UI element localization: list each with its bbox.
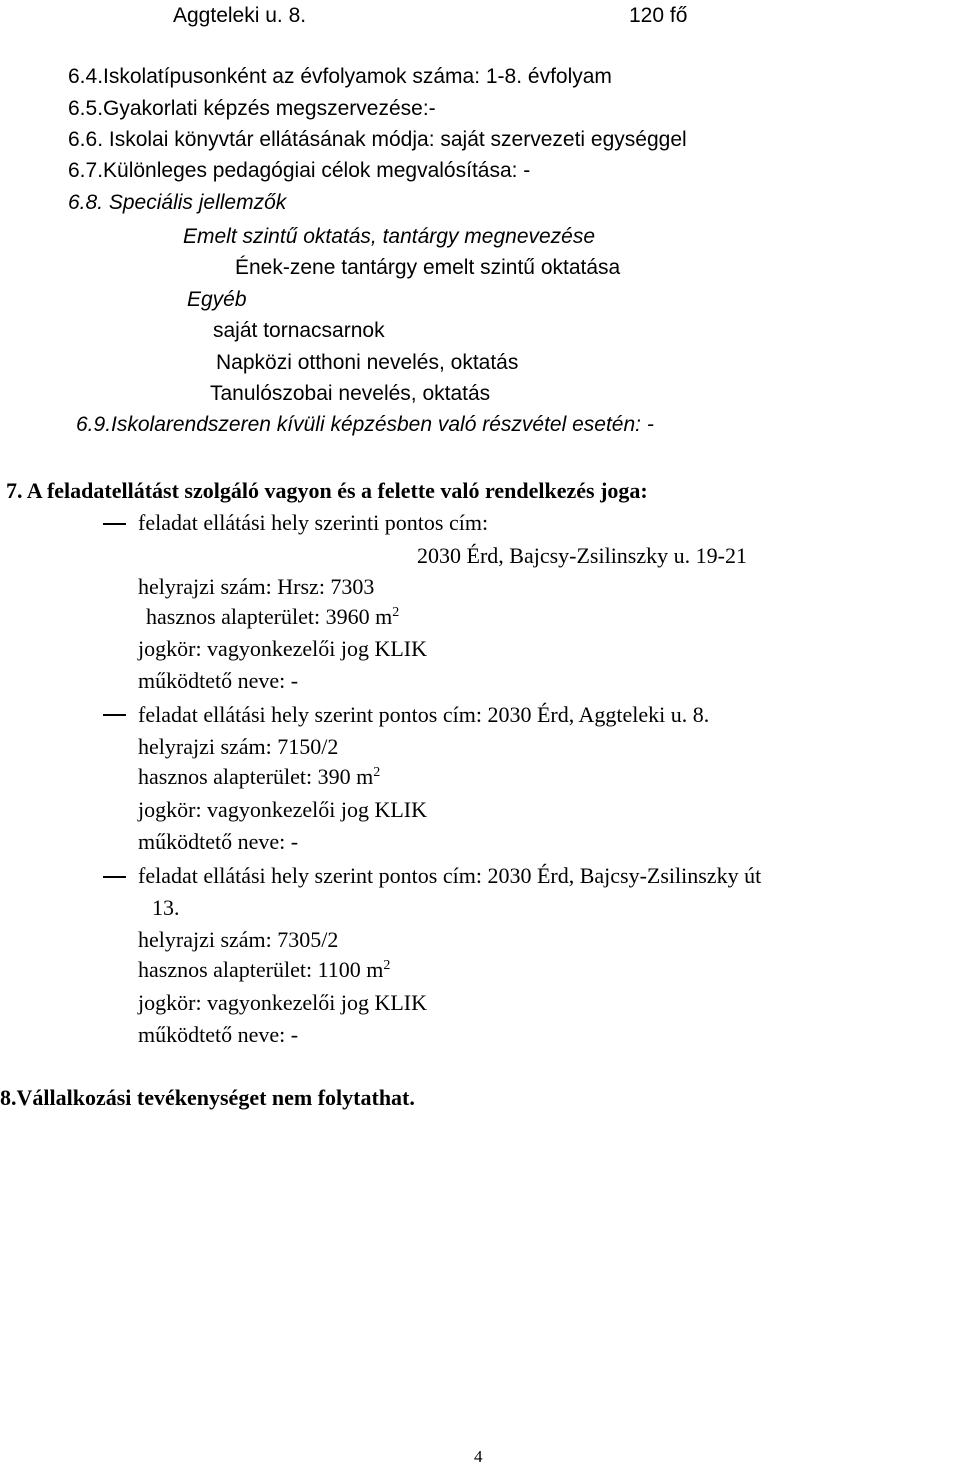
section-7-heading: 7. A feladatellátást szolgáló vagyon és a felette való rendelkezés joga: — [6, 478, 648, 503]
site3-hrsz: helyrajzi szám: 7305/2 — [138, 927, 339, 952]
site2-mukodteto: működtető neve: - — [138, 829, 299, 854]
header-capacity: 120 fő — [629, 4, 688, 27]
site3-area — [138, 959, 390, 981]
site3-line2: 13. — [152, 895, 180, 920]
item-6-8: 6.8. Speciális jellemzők — [68, 191, 287, 214]
site1-line2: 2030 Érd, Bajcsy-Zsilinszky u. 19-21 — [417, 543, 747, 568]
item-6-9: 6.9.Iskolarendszeren kívüli képzésben való részvétel esetén: - — [76, 413, 654, 436]
site3-mukodteto: működtető neve: - — [138, 1022, 299, 1047]
page-number: 4 — [474, 1447, 483, 1466]
item-6-5: 6.5.Gyakorlati képzés megszervezése:- — [68, 97, 436, 120]
site2-area-text: hasznos alapterület: 390 m — [138, 764, 374, 789]
site2-area-sup: 2 — [373, 765, 381, 780]
site2-area — [138, 766, 380, 788]
site3-area-text: hasznos alapterület: 1100 m — [138, 957, 384, 982]
site3-jogkor: jogkör: vagyonkezelői jog KLIK — [138, 990, 427, 1015]
emelt-heading: Emelt szintű oktatás, tantárgy megnevezése — [183, 225, 596, 248]
site1-hrsz: helyrajzi szám: Hrsz: 7303 — [138, 574, 375, 599]
site3-line1: feladat ellátási hely szerint pontos cím: 2030 Érd, Bajcsy-Zsilinszky út — [138, 863, 762, 888]
dash-bullet-1 — [103, 523, 126, 525]
tornacsarnok: saját tornacsarnok — [213, 319, 385, 342]
site1-area-sup: 2 — [392, 605, 400, 620]
site1-jogkor: jogkör: vagyonkezelői jog KLIK — [138, 636, 427, 661]
site3-area-sup: 2 — [383, 958, 391, 973]
site2-line1: feladat ellátási hely szerint pontos cím: 2030 Érd, Aggteleki u. 8. — [138, 702, 710, 727]
dash-bullet-2 — [103, 714, 126, 716]
tanuloszobai: Tanulószobai nevelés, oktatás — [210, 382, 491, 405]
egyeb-heading: Egyéb — [187, 288, 247, 311]
item-6-4: 6.4.Iskolatípusonként az évfolyamok száma: 1-8. évfolyam — [68, 65, 612, 88]
site1-area — [146, 606, 399, 628]
enek-zene: Ének-zene tantárgy emelt szintű oktatása — [235, 256, 621, 279]
dash-bullet-3 — [103, 876, 126, 878]
site2-jogkor: jogkör: vagyonkezelői jog KLIK — [138, 797, 427, 822]
header-address: Aggteleki u. 8. — [173, 4, 307, 27]
section-8-heading: 8.Vállalkozási tevékenységet nem folytathat. — [0, 1085, 415, 1110]
item-6-7: 6.7.Különleges pedagógiai célok megvalósítása: - — [68, 159, 531, 182]
site1-line1: feladat ellátási hely szerinti pontos cím: — [138, 510, 489, 535]
site1-mukodteto: működtető neve: - — [138, 668, 299, 693]
site1-area-text: hasznos alapterület: 3960 m — [146, 604, 393, 629]
napkozi: Napközi otthoni nevelés, oktatás — [216, 351, 519, 374]
site2-hrsz: helyrajzi szám: 7150/2 — [138, 734, 339, 759]
item-6-6: 6.6. Iskolai könyvtár ellátásának módja: saját szervezeti egységgel — [68, 128, 687, 151]
